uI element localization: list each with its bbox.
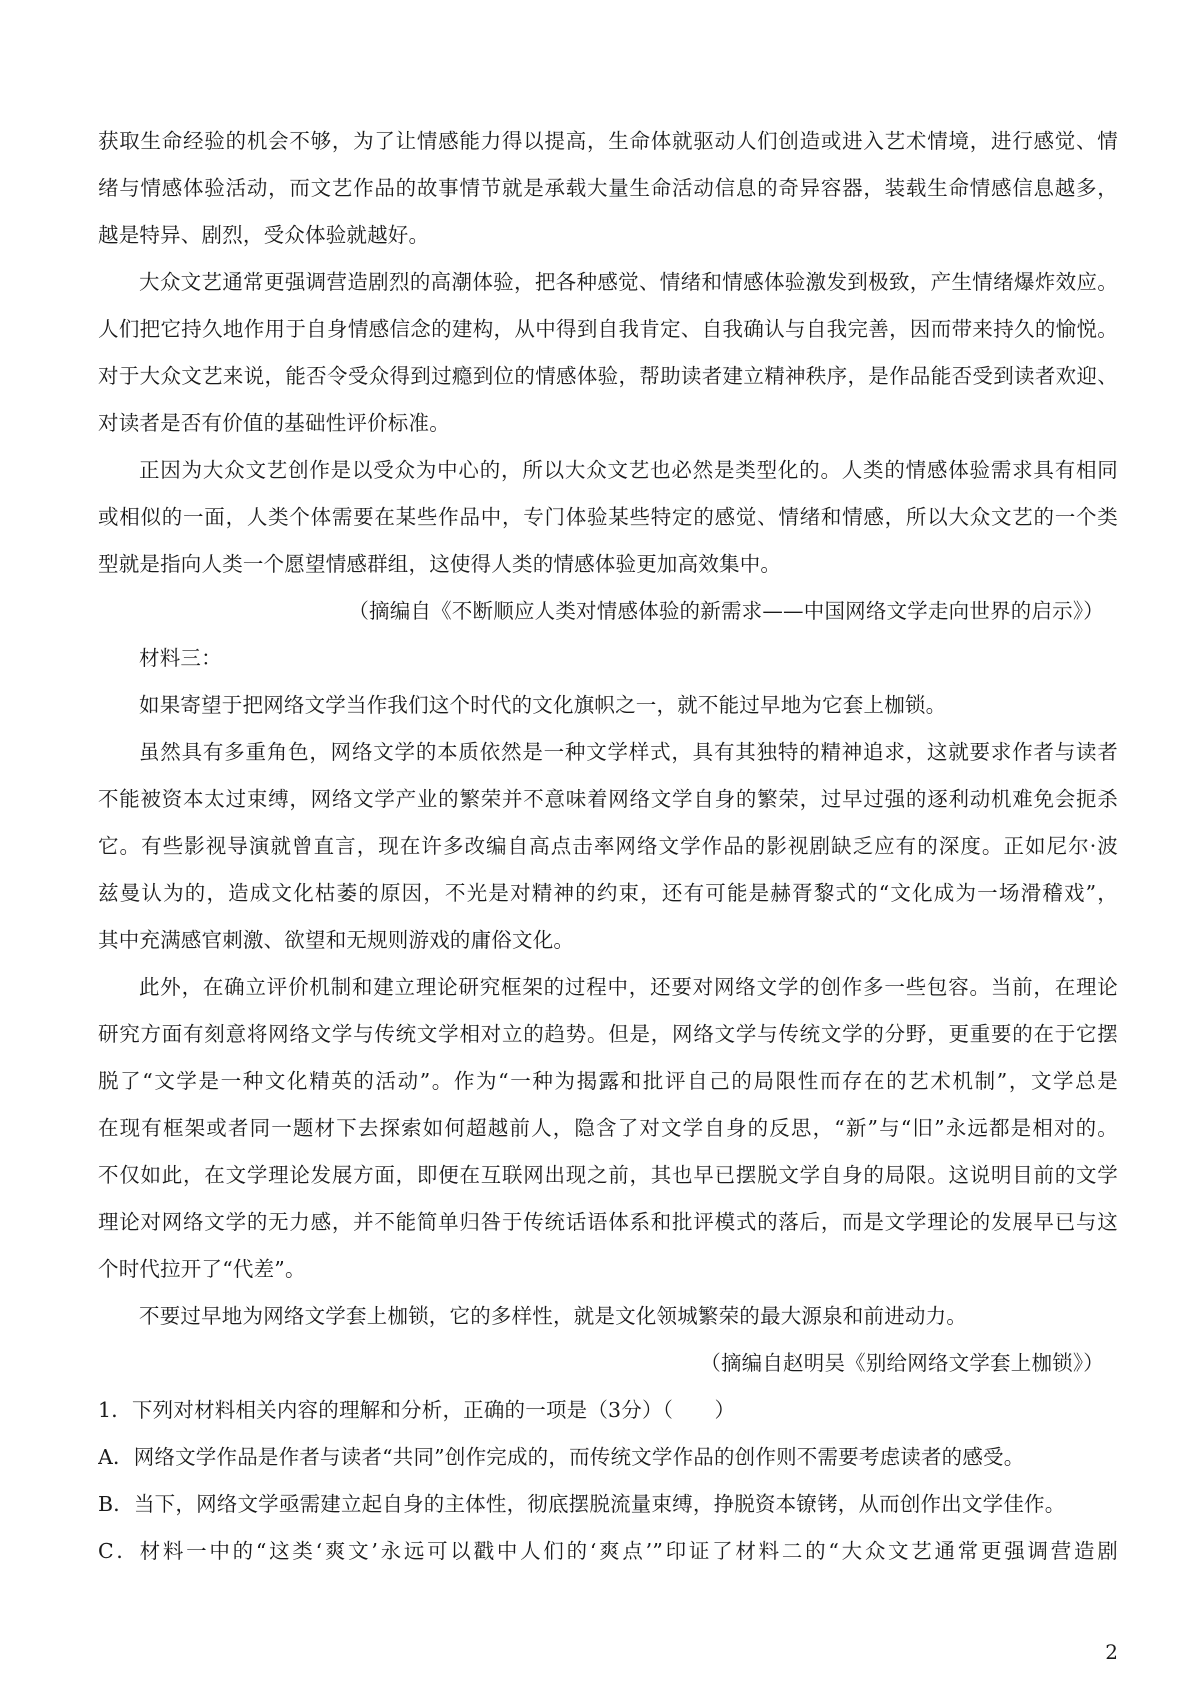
- document-page: [98, 118, 1118, 1575]
- text-line: 型就是指向人类一个愿望情感群组，这使得人类的情感体验更加高效集中。: [98, 552, 782, 576]
- text-line: 对于大众文艺来说，能否令受众得到过瘾到位的情感体验，帮助读者建立精神秩序，是作品能否受到读者欢迎、: [98, 364, 1118, 388]
- text-line: 脱了“文学是一种文化精英的活动”。作为“一种为揭露和批评自己的局限性而存在的艺术机制”，文学总是: [98, 1069, 1118, 1093]
- text-line: 绪与情感体验活动，而文艺作品的故事情节就是承载大量生命活动信息的奇异容器，装载生命情感信息越多，: [98, 176, 1118, 200]
- question-block: [98, 1387, 1118, 1575]
- text-line: 研究方面有刻意将网络文学与传统文学相对立的趋势。但是，网络文学与传统文学的分野，更重要的在于它摆: [98, 1022, 1118, 1046]
- paragraph: [98, 1293, 1118, 1340]
- paragraph: [98, 259, 1118, 447]
- text-line: 此外，在确立评价机制和建立理论研究框架的过程中，还要对网络文学的创作多一些包容。当前，在理论: [139, 975, 1118, 999]
- source-citation: （摘编自赵明吴《别给网络文学套上枷锁》）: [700, 1351, 1104, 1375]
- text-line: 或相似的一面，人类个体需要在某些作品中，专门体验某些特定的感觉、情绪和情感，所以大众文艺的一个类: [98, 505, 1118, 529]
- text-line: 获取生命经验的机会不够，为了让情感能力得以提高，生命体就驱动人们创造或进入艺术情境，进行感觉、情: [98, 129, 1118, 153]
- text-line: 不要过早地为网络文学套上枷锁，它的多样性，就是文化领城繁荣的最大源泉和前进动力。: [139, 1304, 967, 1328]
- text-line: 不能被资本太过束缚，网络文学产业的繁荣并不意味着网络文学自身的繁荣，过早过强的逐利动机难免会扼杀: [98, 787, 1118, 811]
- text-line: 其中充满感官刺激、欲望和无规则游戏的庸俗文化。: [98, 928, 575, 952]
- text-line: 大众文艺通常更强调营造剧烈的高潮体验，把各种感觉、情绪和情感体验激发到极致，产生情绪爆炸效应。: [139, 270, 1118, 294]
- text-line: 它。有些影视导演就曾直言，现在许多改编自高点击率网络文学作品的影视剧缺乏应有的深度。正如尼尔·波: [98, 834, 1118, 858]
- text-line: 对读者是否有价值的基础性评价标准。: [98, 411, 450, 435]
- text-line: 在现有框架或者同一题材下去探索如何超越前人，隐含了对文学自身的反思，“新”与“旧”永远都是相对的。: [98, 1116, 1118, 1140]
- paragraph: [98, 118, 1118, 259]
- page-number: 2: [1105, 1640, 1118, 1664]
- question-option-a: A．网络文学作品是作者与读者“共同”创作完成的，而传统文学作品的创作则不需要考虑读者的感受。: [98, 1445, 1025, 1469]
- source-citation: （摘编自《不断顺应人类对情感体验的新需求——中国网络文学走向世界的启示》）: [348, 599, 1104, 623]
- text-line: 虽然具有多重角色，网络文学的本质依然是一种文学样式，具有其独特的精神追求，这就要求作者与读者: [139, 740, 1118, 764]
- question-stem: 1．下列对材料相关内容的理解和分析，正确的一项是（3分）（ ）: [98, 1398, 736, 1422]
- text-line: 人们把它持久地作用于自身情感信念的建构，从中得到自我肯定、自我确认与自我完善，因而带来持久的愉悦。: [98, 317, 1118, 341]
- text-line: 理论对网络文学的无力感，并不能简单归咎于传统话语体系和批评模式的落后，而是文学理论的发展早已与这: [98, 1210, 1118, 1234]
- section-heading: 材料三：: [139, 646, 222, 670]
- text-line: 如果寄望于把网络文学当作我们这个时代的文化旗帜之一，就不能过早地为它套上枷锁。: [139, 693, 947, 717]
- text-line: 越是特异、剧烈，受众体验就越好。: [98, 223, 430, 247]
- paragraph: [98, 682, 1118, 729]
- text-line: 个时代拉开了“代差”。: [98, 1257, 306, 1281]
- text-line: 不仅如此，在文学理论发展方面，即便在互联网出现之前，其也早已摆脱文学自身的局限。这说明目前的文学: [98, 1163, 1118, 1187]
- question-option-b: B．当下，网络文学亟需建立起自身的主体性，彻底摆脱流量束缚，挣脱资本镣铐，从而创作出文学佳作。: [98, 1492, 1066, 1516]
- paragraph: [98, 447, 1118, 588]
- text-line: 兹曼认为的，造成文化枯萎的原因，不光是对精神的约束，还有可能是赫胥黎式的“文化成为一场滑稽戏”，: [98, 881, 1118, 905]
- text-line: 正因为大众文艺创作是以受众为中心的，所以大众文艺也必然是类型化的。人类的情感体验需求具有相同: [139, 458, 1118, 482]
- paragraph: [98, 729, 1118, 964]
- paragraph: [98, 964, 1118, 1293]
- question-option-c: C．材料一中的“这类‘爽文’永远可以戳中人们的‘爽点’”印证了材料二的“大众文艺通常更强调营造剧: [98, 1539, 1118, 1563]
